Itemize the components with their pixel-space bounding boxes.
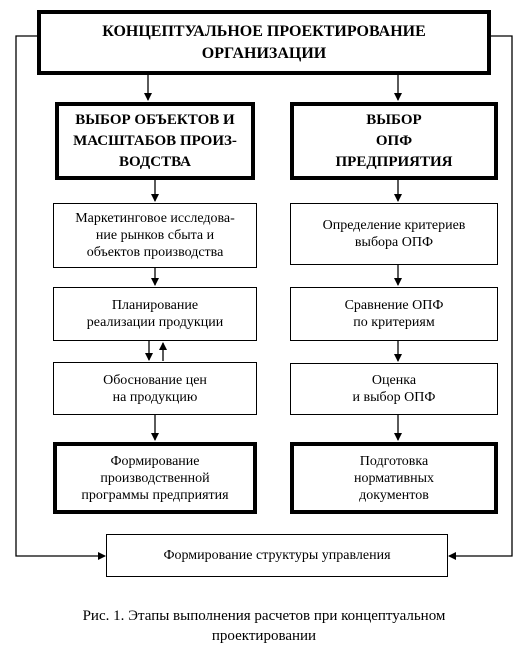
title-box [37,10,491,75]
left-step-1-text: Маркетинговое исследова- ние рынков сбыта и объектов производства [75,211,235,260]
left-step-planning [53,287,257,341]
right-step-2-text: Сравнение ОПФ по критериям [344,298,444,330]
right-header-text: ВЫБОР ОПФ ПРЕДПРИЯТИЯ [335,111,453,170]
left-header-box [55,102,255,180]
left-header-text: ВЫБОР ОБЪЕКТОВ И МАСШТАБОВ ПРОИЗ- ВОДСТВА [73,111,237,170]
right-step-3-text: Оценка и выбор ОПФ [352,373,436,405]
right-step-comparison [290,287,498,341]
right-header-box [290,102,498,180]
left-step-pricing [53,362,257,415]
right-result-text: Подготовка нормативных документов [353,453,434,503]
figure-caption: Рис. 1. Этапы выполнения расчетов при концептуальном проектировании [82,608,446,644]
left-step-3-text: Обоснование цен на продукцию [103,372,207,405]
bottom-box [106,534,448,577]
right-step-criteria [290,203,498,265]
right-step-selection [290,363,498,415]
right-result-box [290,442,498,514]
left-step-2-text: Планирование реализации продукции [86,298,224,330]
right-step-1-text: Определение критериев выбора ОПФ [322,218,466,250]
left-result-text: Формирование производственной программы предприятия [81,453,229,503]
left-step-market-research [53,203,257,268]
title-text: КОНЦЕПТУАЛЬНОЕ ПРОЕКТИРОВАНИЕ ОРГАНИЗАЦИИ [102,22,426,62]
bottom-text: Формирование структуры управления [163,548,391,563]
left-result-box [53,442,257,514]
